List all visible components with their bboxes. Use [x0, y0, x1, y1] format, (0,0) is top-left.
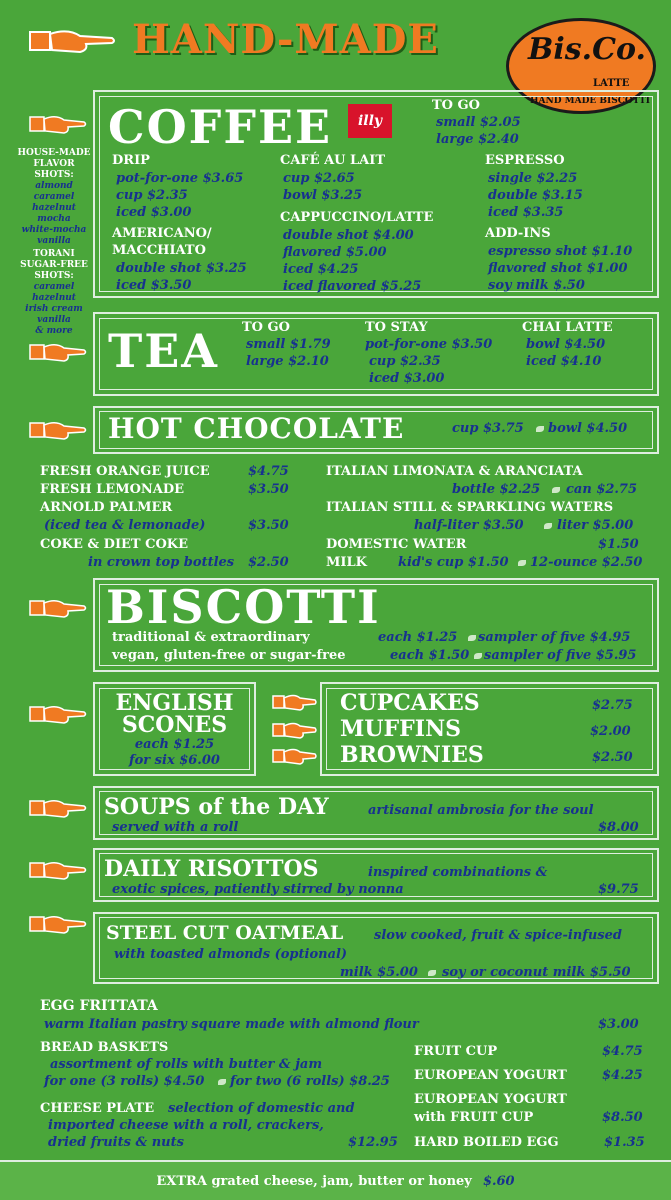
biscotti-price: sampler of five $5.95	[484, 648, 637, 663]
scones-title: SCONES	[121, 712, 228, 738]
drink-name: ARNOLD PALMER	[40, 500, 173, 515]
soups-sub: served with a roll	[112, 820, 239, 835]
biscotti-title: BISCOTTI	[106, 580, 381, 634]
drink-price: $4.75	[248, 464, 289, 479]
extra-price: $4.75	[602, 1044, 643, 1059]
domestic-water-label: DOMESTIC WATER	[326, 537, 467, 552]
hot-chocolate-bowl: bowl $4.50	[548, 421, 628, 436]
drink-price: $2.50	[248, 555, 289, 570]
cheese-desc: imported cheese with a roll, crackers,	[48, 1118, 324, 1133]
extra-item: EUROPEAN YOGURT	[414, 1092, 567, 1107]
torani-item: vanilla	[37, 315, 71, 325]
domestic-water-price: $1.50	[598, 537, 639, 552]
drink-price: $3.50	[248, 482, 289, 497]
chai-price: bowl $4.50	[526, 337, 606, 352]
drink-name: FRESH ORANGE JUICE	[40, 464, 210, 479]
tea-to-go-price: large $2.10	[246, 354, 329, 369]
bakery-price: $2.00	[590, 724, 631, 739]
add-ins-label: ADD-INS	[485, 226, 551, 241]
flavor-item: almond	[35, 181, 73, 191]
cafe-price: cup $2.65	[283, 171, 355, 186]
torani-item: caramel	[33, 282, 75, 292]
leaf-icon	[428, 970, 436, 976]
hot-chocolate-title: HOT CHOCOLATE	[108, 412, 405, 445]
footer-text: EXTRA grated cheese, jam, butter or honey	[156, 1174, 472, 1189]
logo-latte: LATTE	[593, 78, 630, 89]
cafe-price: bowl $3.25	[283, 188, 363, 203]
footer	[0, 1170, 671, 1189]
biscotti-price: each $1.25	[378, 630, 458, 645]
chai-price: iced $4.10	[526, 354, 602, 369]
waters-liter: liter $5.00	[557, 518, 634, 533]
waters-half: half-liter $3.50	[414, 518, 524, 533]
tea-to-stay-price: iced $3.00	[369, 371, 445, 386]
pointing-hand-icon	[28, 418, 88, 442]
espresso-label: ESPRESSO	[485, 153, 565, 168]
bakery-item: CUPCAKES	[340, 690, 480, 716]
scones-six: for six $6.00	[129, 753, 220, 768]
biscotti-line: vegan, gluten-free or sugar-free	[112, 648, 346, 663]
illy-logo: illy	[348, 104, 392, 138]
drip-price: iced $3.00	[116, 205, 192, 220]
drink-price: $3.50	[248, 518, 289, 533]
cheese-desc: selection of domestic and	[168, 1101, 355, 1116]
add-ins-price: soy milk $.50	[488, 278, 585, 293]
oatmeal-desc: slow cooked, fruit & spice-infused	[374, 928, 622, 943]
cheese-title: CHEESE PLATE	[40, 1101, 155, 1116]
soups-desc: artisanal ambrosia for the soul	[368, 803, 594, 818]
flavor-item: white-mocha	[21, 225, 87, 235]
oatmeal-milk: milk $5.00	[340, 965, 418, 980]
milk-label: MILK	[326, 555, 367, 570]
bread-two: for two (6 rolls) $8.25	[230, 1074, 390, 1089]
risotto-title: DAILY RISOTTOS	[104, 856, 319, 882]
drink-name: FRESH LEMONADE	[40, 482, 185, 497]
espresso-price: iced $3.35	[488, 205, 564, 220]
flavor-item: hazelnut	[32, 203, 76, 213]
americano-price: iced $3.50	[116, 278, 192, 293]
risotto-desc: inspired combinations &	[368, 865, 548, 880]
add-ins-price: flavored shot $1.00	[488, 261, 628, 276]
americano-price: double shot $3.25	[116, 261, 247, 276]
espresso-price: single $2.25	[488, 171, 578, 186]
drip-price: cup $2.35	[116, 188, 188, 203]
risotto-price: $9.75	[598, 882, 639, 897]
drink-note: (iced tea & lemonade)	[44, 518, 206, 533]
tea-to-stay-label: TO STAY	[365, 320, 428, 335]
coffee-to-go-large: large $2.40	[436, 132, 519, 147]
flavor-shots-title: HOUSE-MADE FLAVOR SHOTS:	[17, 148, 91, 180]
bakery-item: MUFFINS	[340, 716, 462, 742]
cafe-au-lait-label: CAFÉ AU LAIT	[280, 153, 386, 168]
americano-label: AMERICANO/	[112, 226, 212, 241]
milk-12: 12-ounce $2.50	[530, 555, 643, 570]
cappuccino-price: double shot $4.00	[283, 228, 414, 243]
oatmeal-soy: soy or coconut milk $5.50	[442, 965, 631, 980]
bread-one: for one (3 rolls) $4.50	[44, 1074, 205, 1089]
biscotti-line: traditional & extraordinary	[112, 630, 310, 645]
leaf-icon	[518, 560, 526, 566]
drink-note: in crown top bottles	[88, 555, 235, 570]
cappuccino-price: iced flavored $5.25	[283, 279, 422, 294]
cappuccino-price: iced $4.25	[283, 262, 359, 277]
pointing-hand-icon	[28, 912, 88, 936]
leaf-icon	[474, 653, 482, 659]
torani-title: TORANI SUGAR-FREE SHOTS:	[20, 249, 88, 281]
waters-label: ITALIAN STILL & SPARKLING WATERS	[326, 500, 614, 515]
flavor-shots-list	[14, 148, 94, 337]
milk-kids: kid's cup $1.50	[398, 555, 509, 570]
pointing-hand-icon	[28, 112, 88, 136]
hot-chocolate-cup: cup $3.75	[452, 421, 524, 436]
scones-each: each $1.25	[134, 737, 215, 752]
leaf-icon	[536, 426, 544, 432]
drip-label: DRIP	[112, 153, 150, 168]
leaf-icon	[218, 1079, 226, 1085]
leaf-icon	[552, 487, 560, 493]
extra-item: HARD BOILED EGG	[414, 1135, 559, 1150]
bakery-item: BROWNIES	[340, 742, 484, 768]
oatmeal-desc: with toasted almonds (optional)	[114, 947, 348, 962]
limonata-can: can $2.75	[566, 482, 638, 497]
soups-price: $8.00	[598, 820, 639, 835]
tea-title: TEA	[108, 324, 219, 378]
extra-item: FRUIT CUP	[414, 1044, 498, 1059]
pointing-hand-icon	[28, 340, 88, 364]
bakery-price: $2.50	[592, 750, 633, 765]
logo-subtitle: HAND MADE BISCOTTI	[530, 96, 650, 106]
pointing-hand-icon	[272, 692, 318, 712]
frittata-title: EGG FRITTATA	[40, 998, 158, 1014]
risotto-desc: exotic spices, patiently stirred by nonna	[112, 882, 404, 897]
extra-price: $8.50	[602, 1110, 643, 1125]
biscotti-price: sampler of five $4.95	[478, 630, 631, 645]
bread-desc: assortment of rolls with butter & jam	[50, 1057, 323, 1072]
macchiato-label: MACCHIATO	[112, 243, 206, 258]
bakery-price: $2.75	[592, 698, 633, 713]
frittata-price: $3.00	[598, 1017, 639, 1032]
extra-price: $1.35	[604, 1135, 645, 1150]
coffee-to-go-label: TO GO	[432, 98, 480, 113]
pointing-hand-icon	[28, 596, 88, 620]
cappuccino-price: flavored $5.00	[283, 245, 387, 260]
footer-price: $.60	[482, 1174, 515, 1189]
cheese-desc: dried fruits & nuts	[48, 1135, 184, 1150]
extra-price: $4.25	[602, 1068, 643, 1083]
tea-to-go-label: TO GO	[242, 320, 290, 335]
tea-to-stay-price: cup $2.35	[369, 354, 441, 369]
espresso-price: double $3.15	[488, 188, 583, 203]
bread-title: BREAD BASKETS	[40, 1040, 169, 1055]
pointing-hand-icon	[272, 720, 318, 740]
coffee-title: COFFEE	[108, 100, 333, 154]
extra-item: with FRUIT CUP	[414, 1110, 534, 1125]
scones-title: ENGLISH	[115, 690, 234, 716]
pointing-hand-icon	[28, 26, 116, 56]
flavor-item: caramel	[33, 192, 75, 202]
logo-text: Bis.Co.	[528, 32, 646, 67]
cheese-price: $12.95	[348, 1135, 398, 1150]
tea-to-go-price: small $1.79	[246, 337, 331, 352]
tea-to-stay-price: pot-for-one $3.50	[365, 337, 493, 352]
torani-item: & more	[35, 326, 73, 336]
torani-item: hazelnut	[32, 293, 76, 303]
drink-name: COKE & DIET COKE	[40, 537, 189, 552]
add-ins-price: espresso shot $1.10	[488, 244, 633, 259]
oatmeal-title: STEEL CUT OATMEAL	[106, 922, 344, 944]
leaf-icon	[544, 523, 552, 529]
limonata-bottle: bottle $2.25	[452, 482, 541, 497]
leaf-icon	[468, 635, 476, 641]
extra-item: EUROPEAN YOGURT	[414, 1068, 567, 1083]
limonata-label: ITALIAN LIMONATA & ARANCIATA	[326, 464, 583, 479]
flavor-item: mocha	[37, 214, 71, 224]
coffee-to-go-small: small $2.05	[436, 115, 521, 130]
torani-item: irish cream	[25, 304, 83, 314]
pointing-hand-icon	[28, 858, 88, 882]
pointing-hand-icon	[28, 796, 88, 820]
frittata-desc: warm Italian pastry square made with almond flour	[44, 1017, 419, 1032]
pointing-hand-icon	[28, 702, 88, 726]
chai-label: CHAI LATTE	[522, 320, 613, 335]
page-title: HAND-MADE	[132, 16, 439, 63]
drip-price: pot-for-one $3.65	[116, 171, 244, 186]
pointing-hand-icon	[272, 746, 318, 766]
biscotti-price: each $1.50	[390, 648, 470, 663]
flavor-item: vanilla	[37, 236, 71, 246]
cappuccino-label: CAPPUCCINO/LATTE	[280, 210, 434, 225]
soups-title: SOUPS of the DAY	[104, 794, 329, 820]
